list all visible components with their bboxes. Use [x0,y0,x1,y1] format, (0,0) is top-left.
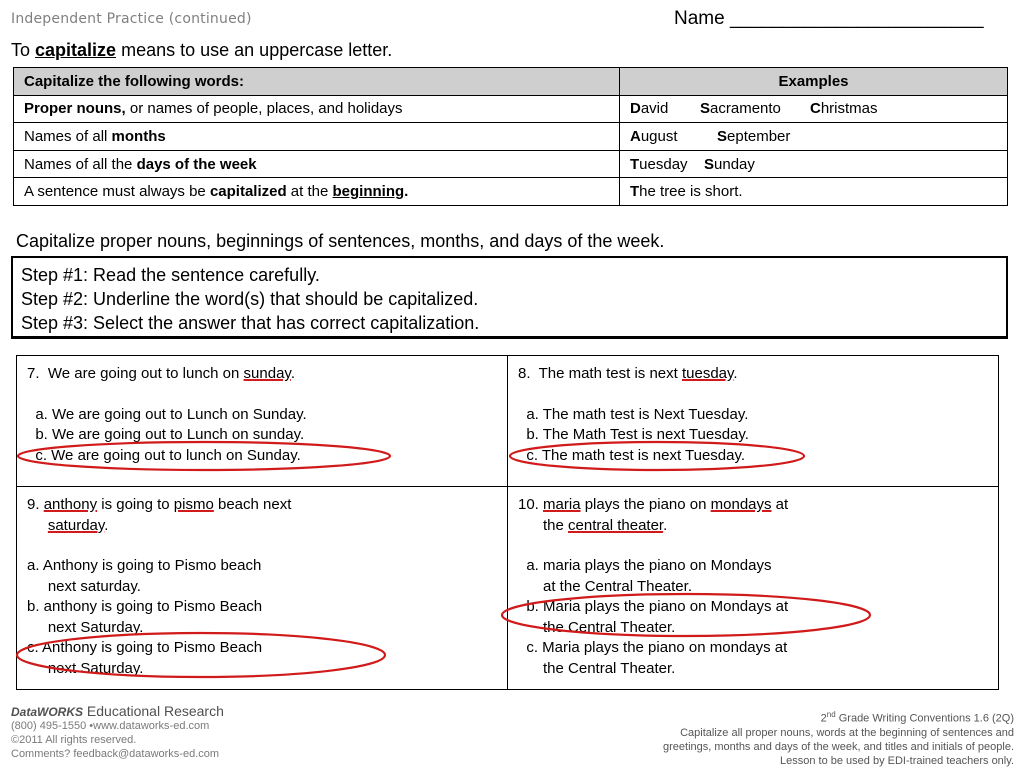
definition-suffix: means to use an uppercase letter. [121,40,393,60]
answer-option-b[interactable]: b. Maria plays the piano on Mondays at [518,598,789,615]
answer-option-b-cont[interactable]: the Central Theater. [518,618,676,636]
summary-text: Capitalize proper nouns, beginnings of sentences, months, and days of the week. [16,231,665,251]
example-word: David [630,100,669,118]
name-field: Name ________________________ [674,8,984,29]
answer-option-c-cont[interactable]: next Saturday. [27,659,144,677]
lesson-note: Lesson to be used by EDI-trained teachers only. [780,754,1014,767]
answer-option-a[interactable]: a. The math test is Next Tuesday. [518,405,749,423]
example-word: Sunday [704,155,755,173]
rule-bold: Proper nouns, [24,100,126,118]
example-word: August [630,127,678,145]
step-item: Step #3: Select the answer that has correct capitalization. [21,313,480,333]
rule-text: Names of all the [24,155,137,173]
steps-box [11,256,1008,339]
lesson-description: greetings, months and days of the week, and titles and initials of people. [663,740,1014,753]
answer-option-a-cont[interactable]: at the Central Theater. [518,577,692,595]
answer-option-c-cont[interactable]: the Central Theater. [518,659,676,677]
rule-text: A sentence must always be [24,183,210,201]
publisher-copyright: ©2011 All rights reserved. [11,734,137,746]
lesson-description: Capitalize all proper nouns, words at the beginning of sentences and [680,726,1014,739]
examples-cell [620,150,1008,178]
example-word: The tree is short. [630,183,743,201]
example-word: September [717,127,791,145]
example-word: Sacramento [700,100,781,118]
rule-text: or names of people, places, and holidays [125,100,403,118]
answer-option-b[interactable]: b. We are going out to Lunch on sunday. [27,426,305,443]
rules-header-row [14,68,1008,96]
question-prompt: 8. The math test is next tuesday. [518,365,738,382]
step-item: Step #1: Read the sentence carefully. [21,265,320,285]
answer-option-b[interactable]: b. The Math Test is next Tuesday. [518,426,749,443]
rule-bold: capitalized [209,183,287,201]
question-prompt-cont: saturday. [47,516,109,534]
rule-row [14,178,1008,206]
answer-option-a-cont[interactable]: next saturday. [27,577,141,595]
examples-cell [620,178,1008,206]
practice-questions-table [16,355,999,690]
rule-text: Names of all [24,127,112,145]
rule-bold: days of the week [136,155,257,173]
answer-option-c[interactable]: c. The math test is next Tuesday. [518,446,746,464]
example-word: Tuesday [630,155,688,173]
answer-option-a[interactable]: a. We are going out to Lunch on Sunday. [27,405,307,423]
question-9 [17,487,508,690]
capitalization-rules-table [13,67,1008,206]
answer-option-b-cont[interactable]: next Saturday. [27,618,144,636]
answer-option-a[interactable]: a. maria plays the piano on Mondays [518,557,772,574]
question-prompt: 7. We are going out to lunch on sunday. [27,365,295,382]
question-10 [508,487,999,690]
answer-option-c[interactable]: c. Anthony is going to Pismo Beach [27,639,263,656]
question-prompt: 9. anthony is going to pismo beach next [27,496,292,513]
answer-option-b[interactable]: b. anthony is going to Pismo Beach [27,598,263,615]
definition-prefix: To [11,40,31,60]
lesson-standard: 2nd Grade Writing Conventions 1.6 (2Q) [820,710,1014,725]
rule-text: at the [286,183,333,201]
rule-bold: beginning [332,183,405,201]
definition [11,40,392,61]
rule-row [14,95,1008,123]
question-8 [508,356,999,487]
examples-cell [620,95,1008,123]
examples-cell [620,123,1008,151]
rule-cell [14,178,620,206]
publisher-feedback: Comments? feedback@dataworks-ed.com [11,748,220,760]
rule-cell [14,150,620,178]
page-header-title: Independent Practice (continued) [11,11,252,27]
question-prompt: 10. maria plays the piano on mondays at [518,496,789,513]
footer-lesson-info [663,708,1014,768]
question-7 [17,356,508,487]
rule-row [14,123,1008,151]
rule-cell [14,95,620,123]
definition-term: capitalize [35,40,117,60]
rule-row [14,150,1008,178]
example-word: Christmas [810,100,878,118]
examples-header: Examples [620,68,1008,96]
publisher-brand: DataWORKS Educational Research [11,703,224,719]
footer-publisher [11,704,224,761]
rules-header: Capitalize the following words: [14,68,620,96]
question-prompt-cont: the central theater. [518,516,668,534]
answer-option-a[interactable]: a. Anthony is going to Pismo beach [27,557,262,574]
publisher-phone: (800) 495-1550 •www.dataworks-ed.com [11,720,210,732]
rule-bold: months [111,127,166,145]
answer-option-c[interactable]: c. Maria plays the piano on mondays at [518,639,788,656]
rule-cell [14,123,620,151]
answer-option-c[interactable]: c. We are going out to lunch on Sunday. [27,446,301,464]
rule-bold: . [404,183,409,201]
step-item: Step #2: Underline the word(s) that should be capitalized. [21,289,479,309]
